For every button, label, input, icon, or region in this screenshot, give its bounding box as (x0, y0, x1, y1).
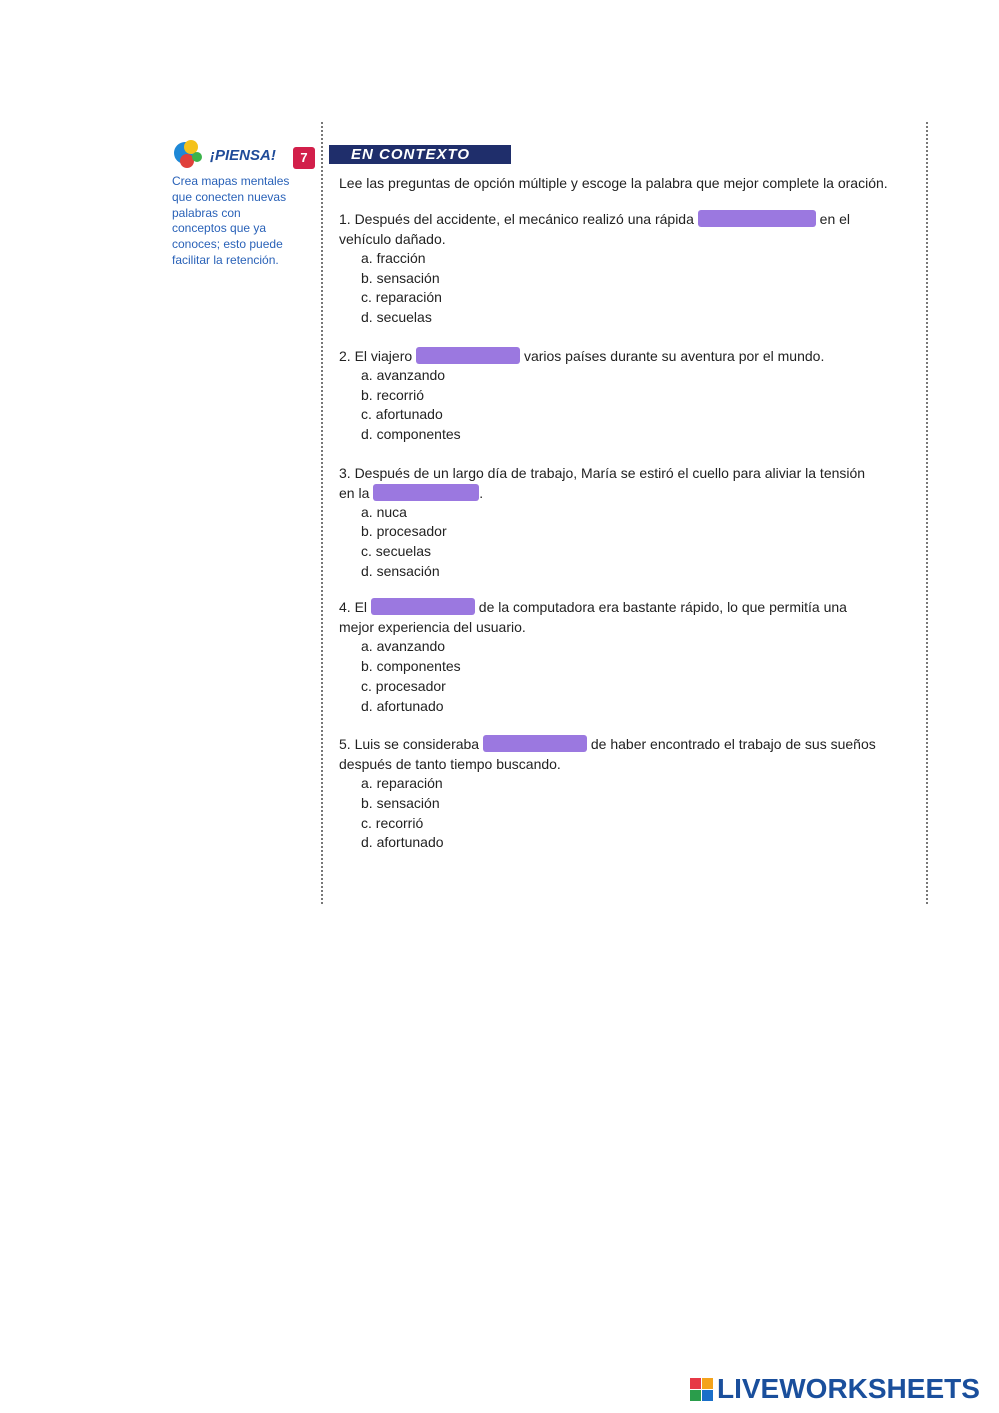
left-divider (321, 122, 323, 904)
question-3 (339, 463, 899, 582)
option: d. sensación (361, 562, 440, 579)
option: b. sensación (361, 269, 440, 286)
answer-blank-2[interactable] (416, 347, 520, 364)
option: b. procesador (361, 523, 447, 540)
piensa-title: ¡PIENSA! (210, 146, 276, 164)
right-divider (926, 122, 928, 904)
question-text: 1. Después del accidente, el mecánico realizó una rápida (339, 211, 694, 227)
option: b. recorrió (361, 386, 425, 403)
piensa-header (172, 136, 292, 174)
option: b. componentes (361, 658, 461, 675)
answer-blank-4[interactable] (371, 598, 475, 615)
question-text: 5. Luis se consideraba (339, 736, 480, 753)
question-2 (339, 346, 899, 445)
option: a. reparación (361, 775, 443, 792)
option: c. recorrió (361, 814, 424, 831)
option: c. reparación (361, 289, 442, 306)
section-number-badge: 7 (293, 147, 315, 169)
answer-blank-1[interactable] (698, 210, 816, 227)
question-text: varios países durante su aventura por el mundo. (523, 347, 825, 364)
option: a. avanzando (361, 366, 446, 383)
section-title: EN CONTEXTO (329, 145, 511, 164)
question-4 (339, 597, 899, 716)
option: a. nuca (361, 503, 407, 520)
question-text: en el vehículo dañado. (339, 211, 851, 247)
question-text: de la computadora era bastante rápido, lo que permitía una mejor experiencia del usuario. (339, 599, 847, 636)
brand-name: LIVEWORKSHEETS (717, 1373, 980, 1404)
piensa-tip: Crea mapas mentales que conecten nuevas palabras con conceptos que ya conoces; esto puede facilitar la retención. (172, 174, 290, 267)
option: c. afortunado (361, 406, 443, 423)
question-text: 2. El viajero (339, 347, 413, 364)
question-1 (339, 209, 899, 328)
question-text: de haber encontrado el trabajo de sus sueños después de tanto tiempo buscando. (339, 736, 876, 773)
logo-grid-icon (690, 1378, 713, 1401)
option: a. fracción (361, 250, 426, 266)
option: b. sensación (361, 794, 440, 811)
option: d. afortunado (361, 834, 444, 851)
liveworksheets-logo[interactable] (690, 1374, 980, 1404)
option: d. afortunado (361, 697, 444, 714)
question-text: 4. El (339, 599, 368, 616)
question-text: 3. Después de un largo día de trabajo, María se estiró el cuello para aliviar la tensión en la (339, 464, 866, 501)
answer-blank-3[interactable] (373, 484, 479, 501)
brain-icon (172, 138, 206, 172)
question-5 (339, 734, 899, 853)
worksheet-content (339, 173, 899, 853)
answer-blank-5[interactable] (483, 735, 587, 752)
question-text: . (479, 484, 484, 501)
option: a. avanzando (361, 638, 446, 655)
option: d. secuelas (361, 309, 432, 326)
piensa-sidebar (172, 136, 292, 269)
option: c. secuelas (361, 543, 432, 560)
option: d. componentes (361, 425, 461, 442)
instructions: Lee las preguntas de opción múltiple y escoge la palabra que mejor complete la oración. (339, 175, 888, 191)
option: c. procesador (361, 677, 446, 694)
